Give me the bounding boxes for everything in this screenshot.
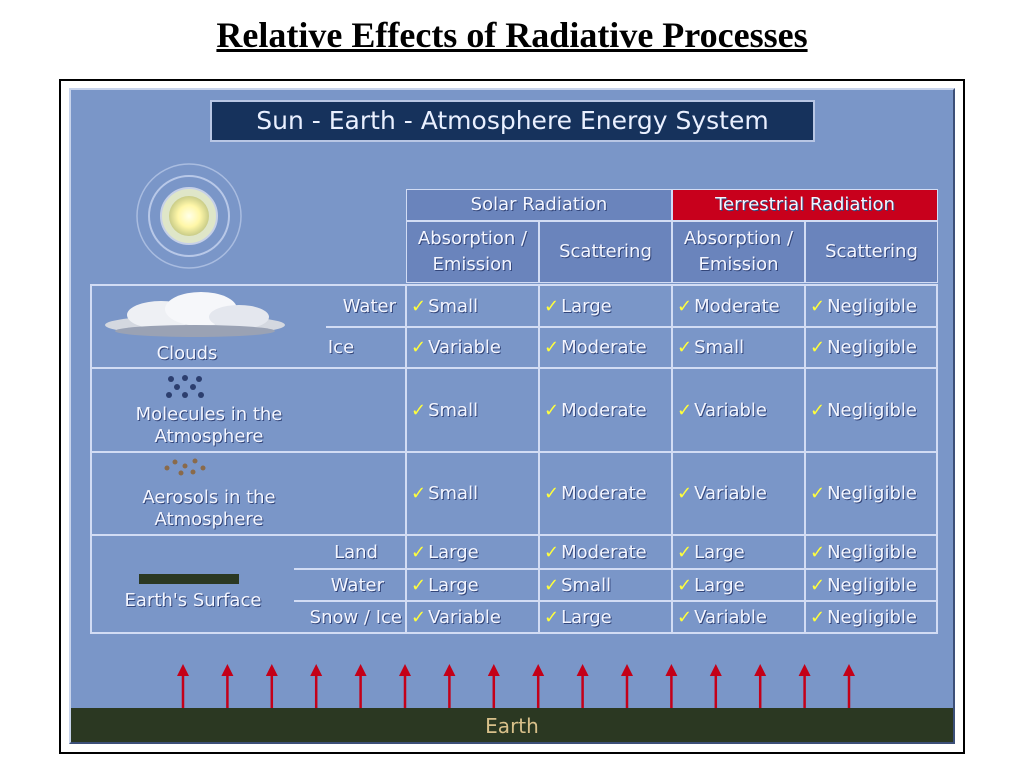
check-icon: ✓: [411, 541, 427, 563]
earth-label: Earth: [485, 714, 539, 738]
value-text: Negligible: [827, 606, 917, 628]
land-text: Land: [334, 541, 378, 563]
header-solar-absorption-label: Absorption / Emission: [417, 228, 528, 275]
check-icon: ✓: [677, 606, 693, 628]
value-land-col3: [673, 536, 804, 568]
check-icon: ✓: [411, 295, 427, 317]
check-icon: ✓: [544, 483, 560, 504]
group-clouds-label: [92, 342, 282, 366]
value-text: Small: [428, 295, 479, 317]
value-cloud-water-col4: [806, 286, 937, 326]
clouds-text: Clouds: [156, 343, 218, 364]
value-aerosols-col1: [407, 453, 538, 534]
header-terrestrial-scattering: [805, 221, 938, 283]
check-icon: ✓: [544, 574, 560, 596]
check-icon: ✓: [810, 295, 826, 317]
value-text: Large: [561, 606, 612, 628]
radiation-arrow-icon: [443, 664, 455, 708]
check-icon: ✓: [677, 483, 693, 504]
value-aerosols-col2: [540, 453, 671, 534]
molecules-icon: [163, 374, 209, 400]
value-molecules-col4: [806, 369, 937, 451]
value-text: Large: [428, 541, 479, 563]
value-text: Small: [428, 483, 479, 504]
radiation-arrow-icon: [310, 664, 322, 708]
check-icon: ✓: [544, 399, 560, 421]
header-terrestrial-label: Terrestrial Radiation: [715, 194, 895, 215]
value-text: Moderate: [561, 541, 647, 563]
value-text: Small: [694, 337, 745, 358]
radiation-arrow-icon: [754, 664, 766, 708]
check-icon: ✓: [677, 337, 693, 358]
cloud-ice-text: Ice: [327, 337, 355, 358]
check-icon: ✓: [411, 483, 427, 504]
value-cloud-ice-col4: [806, 328, 937, 367]
header-solar-radiation: [406, 189, 672, 221]
value-text: Large: [428, 574, 479, 596]
check-icon: ✓: [810, 399, 826, 421]
value-text: Moderate: [561, 483, 647, 504]
check-icon: ✓: [677, 541, 693, 563]
check-icon: ✓: [810, 483, 826, 504]
header-solar-label: Solar Radiation: [470, 194, 608, 215]
check-icon: ✓: [544, 295, 560, 317]
value-surface-water-col3: [673, 570, 804, 600]
radiation-arrow-icon: [799, 664, 811, 708]
value-text: Small: [428, 399, 479, 421]
radiation-arrow-icon: [177, 664, 189, 708]
group-surface-label: [92, 588, 294, 614]
value-text: Moderate: [561, 399, 647, 421]
radiation-arrow-icon: [710, 664, 722, 708]
header-solar-absorption: [406, 221, 539, 283]
value-text: Negligible: [827, 574, 917, 596]
header-solar-scattering: [539, 221, 672, 283]
check-icon: ✓: [810, 606, 826, 628]
value-text: Variable: [428, 606, 501, 628]
value-text: Variable: [694, 399, 767, 421]
check-icon: ✓: [411, 574, 427, 596]
value-aerosols-col4: [806, 453, 937, 534]
value-molecules-col2: [540, 369, 671, 451]
radiation-arrow-icon: [665, 664, 677, 708]
value-land-col2: [540, 536, 671, 568]
radiation-arrow-icon: [843, 664, 855, 708]
check-icon: ✓: [544, 541, 560, 563]
sublabel-cloud-ice: [296, 328, 396, 367]
radiation-arrow-icon: [532, 664, 544, 708]
check-icon: ✓: [411, 606, 427, 628]
energy-system-panel: [69, 88, 955, 744]
check-icon: ✓: [677, 399, 693, 421]
radiation-arrow-icon: [621, 664, 633, 708]
value-text: Negligible: [827, 337, 917, 358]
radiation-arrow-icon: [488, 664, 500, 708]
radiation-arrow-icon: [577, 664, 589, 708]
surface-swatch: [139, 574, 239, 584]
surface-water-text: Water: [330, 574, 384, 596]
check-icon: ✓: [810, 337, 826, 358]
molecules-text: Molecules in the Atmosphere: [135, 404, 283, 447]
value-text: Large: [694, 574, 745, 596]
value-molecules-col1: [407, 369, 538, 451]
header-terrestrial-absorption: [672, 221, 805, 283]
value-text: Moderate: [694, 295, 780, 317]
radiation-arrow-icon: [221, 664, 233, 708]
earth-ground: [71, 708, 953, 744]
value-text: Variable: [428, 337, 501, 358]
sublabel-snow-ice: [296, 602, 406, 632]
value-snow-ice-col2: [540, 602, 671, 632]
radiation-arrow-icon: [266, 664, 278, 708]
value-surface-water-col1: [407, 570, 538, 600]
check-icon: ✓: [411, 399, 427, 421]
value-aerosols-col3: [673, 453, 804, 534]
value-text: Negligible: [827, 399, 917, 421]
value-snow-ice-col3: [673, 602, 804, 632]
system-title: Sun - Earth - Atmosphere Energy System: [210, 100, 815, 142]
header-terrestrial-absorption-label: Absorption / Emission: [683, 228, 794, 275]
value-text: Negligible: [827, 483, 917, 504]
check-icon: ✓: [810, 541, 826, 563]
group-aerosols-label: [92, 485, 326, 533]
value-cloud-water-col3: [673, 286, 804, 326]
sublabel-surface-water: [296, 570, 406, 600]
radiation-arrow-icon: [399, 664, 411, 708]
value-cloud-ice-col2: [540, 328, 671, 367]
value-text: Negligible: [827, 541, 917, 563]
value-surface-water-col2: [540, 570, 671, 600]
value-snow-ice-col4: [806, 602, 937, 632]
check-icon: ✓: [677, 574, 693, 596]
check-icon: ✓: [677, 295, 693, 317]
value-cloud-water-col2: [540, 286, 671, 326]
value-text: Large: [694, 541, 745, 563]
value-text: Variable: [694, 606, 767, 628]
check-icon: ✓: [544, 606, 560, 628]
value-text: Variable: [694, 483, 767, 504]
check-icon: ✓: [810, 574, 826, 596]
value-text: Small: [561, 574, 612, 596]
page-title: Relative Effects of Radiative Processes: [216, 15, 808, 55]
cloud-water-text: Water: [342, 295, 396, 317]
radiation-arrow-icon: [355, 664, 367, 708]
group-molecules-label: [92, 402, 326, 450]
header-solar-scattering-label: Scattering: [559, 241, 652, 262]
sublabel-cloud-water: [296, 286, 406, 326]
aerosols-text: Aerosols in the Atmosphere: [142, 487, 276, 530]
value-land-col1: [407, 536, 538, 568]
cloud-icon: [97, 289, 292, 344]
aerosols-icon: [161, 456, 213, 478]
check-icon: ✓: [411, 337, 427, 358]
value-text: Moderate: [561, 337, 647, 358]
surface-text: Earth's Surface: [124, 590, 262, 611]
value-cloud-ice-col3: [673, 328, 804, 367]
upward-radiation-arrows: [71, 662, 953, 710]
value-text: Large: [561, 295, 612, 317]
sun-icon: [129, 160, 249, 280]
sublabel-land: [296, 536, 406, 568]
value-snow-ice-col1: [407, 602, 538, 632]
value-text: Negligible: [827, 295, 917, 317]
header-terrestrial-scattering-label: Scattering: [825, 241, 918, 262]
check-icon: ✓: [544, 337, 560, 358]
value-land-col4: [806, 536, 937, 568]
value-surface-water-col4: [806, 570, 937, 600]
value-cloud-water-col1: [407, 286, 538, 326]
header-terrestrial-radiation: [672, 189, 938, 221]
value-molecules-col3: [673, 369, 804, 451]
snow-ice-text: Snow / Ice: [309, 606, 402, 628]
value-cloud-ice-col1: [407, 328, 538, 367]
